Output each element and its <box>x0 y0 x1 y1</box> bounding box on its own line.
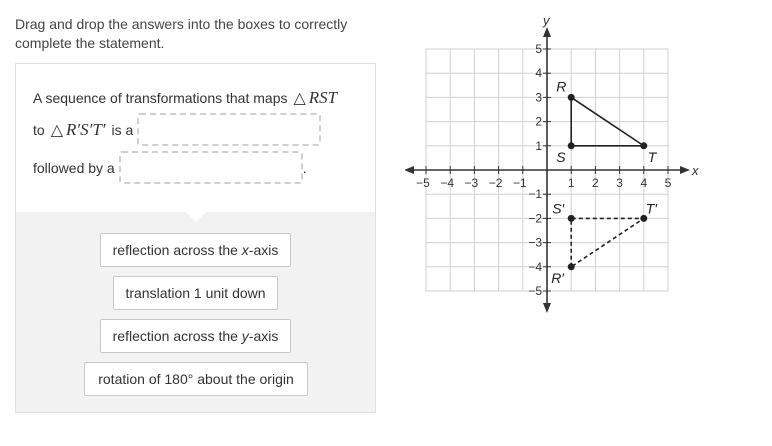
y-tick-label: 3 <box>535 90 542 105</box>
vertex-point-s <box>568 142 575 149</box>
x-tick-label: 2 <box>592 176 599 190</box>
label-t: T <box>647 148 657 165</box>
triangle-rst-prime-label: △ R′S′T′ <box>50 119 106 139</box>
statement-part1: A sequence of transformations that maps <box>33 90 288 106</box>
y-tick-label: 1 <box>535 138 542 153</box>
x-axis-label: x <box>692 163 699 178</box>
x-tick-label: −2 <box>488 176 503 190</box>
y-axis-arrow-up <box>543 27 551 37</box>
instructions-text: Drag and drop the answers into the boxes to correctly complete the statement. <box>15 16 348 51</box>
x-tick-label: −5 <box>416 176 430 190</box>
x-tick-label: −1 <box>512 176 527 190</box>
answer-chip-translation-down[interactable]: translation 1 unit down <box>113 276 278 310</box>
statement-period: . <box>302 159 307 176</box>
x-tick-label: 5 <box>664 176 672 190</box>
label-t-prime: T′ <box>645 200 657 217</box>
x-tick-label: 1 <box>567 176 575 190</box>
statement-to: to <box>33 121 45 138</box>
statement-line-2 <box>33 113 321 146</box>
statement-is-a: is a <box>111 121 134 138</box>
answer-chip-reflection-y[interactable]: reflection across the y-axis <box>100 319 291 353</box>
drop-box-2[interactable] <box>119 151 303 184</box>
vertex-point-s-prime <box>568 215 575 222</box>
y-axis-arrow-down <box>543 303 551 313</box>
label-s: S <box>556 148 566 165</box>
statement-line-3 <box>33 151 307 184</box>
vertex-point-r <box>568 94 575 101</box>
x-tick-label: −3 <box>464 176 479 190</box>
x-axis-arrow-right <box>680 166 690 174</box>
x-tick-label: 4 <box>640 176 648 190</box>
y-tick-label: −2 <box>528 211 542 226</box>
answer-chip-reflection-x[interactable]: reflection across the x-axis <box>100 233 291 267</box>
y-tick-label: 2 <box>535 114 542 129</box>
y-axis-label: y <box>543 13 550 28</box>
x-tick-label: −4 <box>440 176 455 190</box>
y-tick-label: −1 <box>528 187 542 202</box>
y-tick-label: −5 <box>528 284 542 298</box>
y-tick-label: 4 <box>535 66 542 81</box>
y-tick-label: −4 <box>528 259 542 274</box>
vertex-point-t <box>640 142 647 149</box>
coordinate-graph <box>405 8 705 318</box>
x-axis-arrow-left <box>405 166 414 174</box>
statement-line-1 <box>33 88 337 108</box>
y-tick-label: −3 <box>528 235 542 250</box>
x-tick-label: 3 <box>616 176 623 190</box>
answer-panel <box>15 63 376 413</box>
vertex-point-r-prime <box>568 263 575 270</box>
statement-followed-by: followed by a <box>33 159 115 176</box>
label-s-prime: S′ <box>552 200 565 217</box>
label-r-prime: R′ <box>551 269 564 286</box>
label-r: R <box>556 78 567 95</box>
y-tick-label: 5 <box>535 42 542 56</box>
answer-chip-rotation-180[interactable]: rotation of 180° about the origin <box>84 362 308 396</box>
drop-box-1[interactable] <box>137 113 321 146</box>
triangle-rst-label: △ RST <box>293 88 338 107</box>
statement-area <box>16 64 375 212</box>
